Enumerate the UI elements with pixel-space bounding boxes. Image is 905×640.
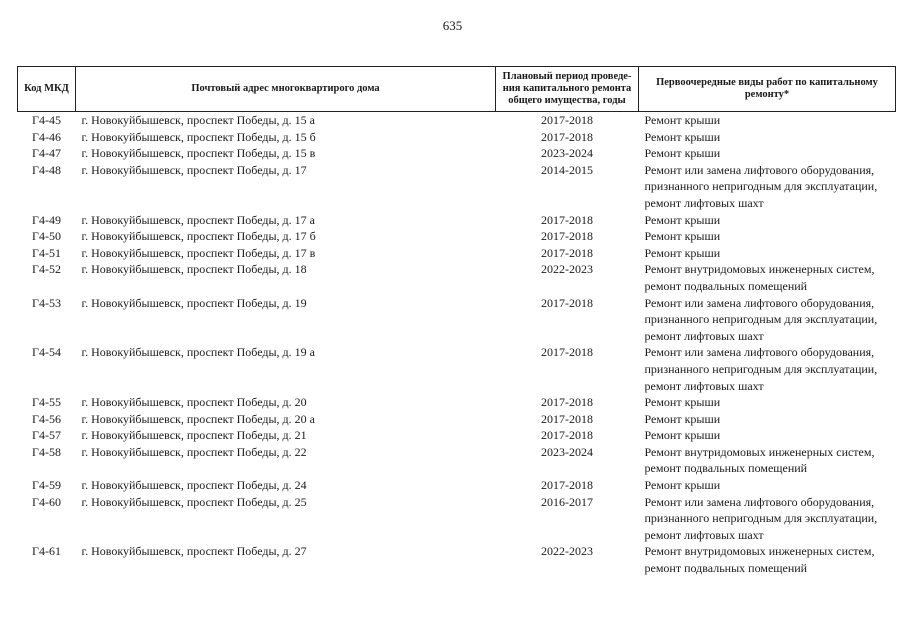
row-period: 2023-2024: [541, 146, 593, 161]
table-body: [18, 112, 896, 577]
row-code: Г4-54: [32, 345, 61, 360]
row-period: 2022-2023: [541, 544, 593, 559]
header-row: [18, 67, 896, 112]
table-row: [18, 394, 896, 411]
row-code: Г4-61: [32, 544, 61, 559]
work-line: ремонт подвальных помещений: [644, 461, 808, 476]
work-line: Ремонт крыши: [644, 229, 721, 244]
table-header: [18, 67, 896, 112]
work-line: признанного непригодным для эксплуатации,: [644, 361, 878, 376]
work-line: ремонт лифтовых шахт: [644, 195, 764, 210]
header-code: Код МКД: [18, 67, 76, 112]
repair-registry-table: [17, 66, 896, 577]
row-code: Г4-60: [32, 494, 61, 509]
row-code: Г4-48: [32, 162, 61, 177]
row-period: 2017-2018: [541, 212, 593, 227]
table-row: [18, 344, 896, 394]
row-period: 2017-2018: [541, 245, 593, 260]
row-works: [639, 145, 896, 162]
work-line: Ремонт крыши: [644, 129, 721, 144]
work-line: Ремонт или замена лифтового оборудования,: [644, 494, 875, 509]
row-works: [639, 477, 896, 494]
row-code: Г4-56: [32, 411, 61, 426]
row-period: 2014-2015: [541, 162, 593, 177]
table-row: [18, 295, 896, 345]
row-address: г. Новокуйбышевск, проспект Победы, д. 18: [81, 262, 307, 277]
work-line: Ремонт или замена лифтового оборудования,: [644, 295, 875, 310]
row-address: г. Новокуйбышевск, проспект Победы, д. 21: [81, 428, 307, 443]
row-address: г. Новокуйбышевск, проспект Победы, д. 22: [81, 444, 307, 459]
row-period: 2023-2024: [541, 444, 593, 459]
row-period: 2017-2018: [541, 345, 593, 360]
row-address: г. Новокуйбышевск, проспект Победы, д. 20 а: [81, 411, 315, 426]
row-works: [639, 212, 896, 229]
row-address: г. Новокуйбышевск, проспект Победы, д. 17: [81, 162, 307, 177]
table-row: [18, 411, 896, 428]
row-works: [639, 261, 896, 294]
row-address: г. Новокуйбышевск, проспект Победы, д. 17 а: [81, 212, 315, 227]
row-period: 2017-2018: [541, 229, 593, 244]
work-line: ремонт подвальных помещений: [644, 278, 808, 293]
row-code: Г4-50: [32, 229, 61, 244]
row-address: г. Новокуйбышевск, проспект Победы, д. 15 б: [81, 129, 316, 144]
work-line: Ремонт крыши: [644, 146, 721, 161]
work-line: Ремонт крыши: [644, 212, 721, 227]
work-line: признанного непригодным для эксплуатации,: [644, 312, 878, 327]
row-period: 2017-2018: [541, 113, 593, 127]
header-address: Почтовый адрес многоквартирого дома: [76, 67, 496, 112]
row-code: Г4-46: [32, 129, 61, 144]
row-code: Г4-55: [32, 395, 61, 410]
row-code: Г4-49: [32, 212, 61, 227]
row-address: г. Новокуйбышевск, проспект Победы, д. 25: [81, 494, 307, 509]
work-line: Ремонт внутридомовых инженерных систем,: [644, 262, 875, 277]
work-line: Ремонт или замена лифтового оборудования,: [644, 345, 875, 360]
row-works: [639, 245, 896, 262]
row-address: г. Новокуйбышевск, проспект Победы, д. 17 б: [81, 229, 316, 244]
work-line: признанного непригодным для эксплуатации,: [644, 511, 878, 526]
row-works: [639, 295, 896, 345]
table-row: [18, 477, 896, 494]
work-line: Ремонт крыши: [644, 245, 721, 260]
row-works: [639, 411, 896, 428]
row-period: 2017-2018: [541, 295, 593, 310]
row-period: 2016-2017: [541, 494, 593, 509]
table-row: [18, 112, 896, 129]
work-line: ремонт подвальных помещений: [644, 561, 808, 576]
table-row: [18, 162, 896, 212]
work-line: ремонт лифтовых шахт: [644, 328, 764, 343]
row-period: 2017-2018: [541, 411, 593, 426]
row-code: Г4-53: [32, 295, 61, 310]
row-address: г. Новокуйбышевск, проспект Победы, д. 19 а: [81, 345, 315, 360]
table-row: [18, 444, 896, 477]
work-line: Ремонт или замена лифтового оборудования,: [644, 162, 875, 177]
row-address: г. Новокуйбышевск, проспект Победы, д. 15 а: [81, 113, 315, 127]
row-works: [639, 112, 896, 129]
table-row: [18, 494, 896, 544]
work-line: Ремонт крыши: [644, 411, 721, 426]
row-period: 2022-2023: [541, 262, 593, 277]
row-works: [639, 427, 896, 444]
page-number: 635: [442, 18, 463, 33]
row-works: [639, 228, 896, 245]
table-row: [18, 129, 896, 146]
row-address: г. Новокуйбышевск, проспект Победы, д. 15 в: [81, 146, 316, 161]
row-code: Г4-52: [32, 262, 61, 277]
row-code: Г4-58: [32, 444, 61, 459]
row-works: [639, 129, 896, 146]
work-line: ремонт лифтовых шахт: [644, 378, 764, 393]
row-code: Г4-59: [32, 478, 61, 493]
row-address: г. Новокуйбышевск, проспект Победы, д. 24: [81, 478, 307, 493]
work-line: признанного непригодным для эксплуатации,: [644, 179, 878, 194]
row-address: г. Новокуйбышевск, проспект Победы, д. 19: [81, 295, 307, 310]
work-line: Ремонт внутридомовых инженерных систем,: [644, 544, 875, 559]
row-works: [639, 543, 896, 576]
work-line: Ремонт крыши: [644, 478, 721, 493]
row-code: Г4-51: [32, 245, 61, 260]
row-works: [639, 344, 896, 394]
work-line: Ремонт внутридомовых инженерных систем,: [644, 444, 875, 459]
work-line: Ремонт крыши: [644, 428, 721, 443]
row-address: г. Новокуйбышевск, проспект Победы, д. 20: [81, 395, 307, 410]
row-period: 2017-2018: [541, 428, 593, 443]
table-row: [18, 228, 896, 245]
table-row: [18, 261, 896, 294]
table-row: [18, 245, 896, 262]
header-period: Плановый период проведе-ния капитального ремонта общего имущества, годы: [496, 67, 639, 112]
row-works: [639, 394, 896, 411]
table-row: [18, 427, 896, 444]
row-address: г. Новокуйбышевск, проспект Победы, д. 27: [81, 544, 307, 559]
row-address: г. Новокуйбышевск, проспект Победы, д. 17 в: [81, 245, 316, 260]
row-works: [639, 444, 896, 477]
work-line: Ремонт крыши: [644, 113, 721, 127]
row-period: 2017-2018: [541, 395, 593, 410]
row-period: 2017-2018: [541, 478, 593, 493]
table-row: [18, 543, 896, 576]
row-code: Г4-57: [32, 428, 61, 443]
row-period: 2017-2018: [541, 129, 593, 144]
work-line: Ремонт крыши: [644, 395, 721, 410]
table-row: [18, 212, 896, 229]
table-row: [18, 145, 896, 162]
row-code: Г4-45: [32, 113, 61, 127]
header-works: Первоочередные виды работ по капитальному ремонту*: [639, 67, 896, 112]
work-line: ремонт лифтовых шахт: [644, 527, 764, 542]
row-works: [639, 494, 896, 544]
row-code: Г4-47: [32, 146, 61, 161]
row-works: [639, 162, 896, 212]
